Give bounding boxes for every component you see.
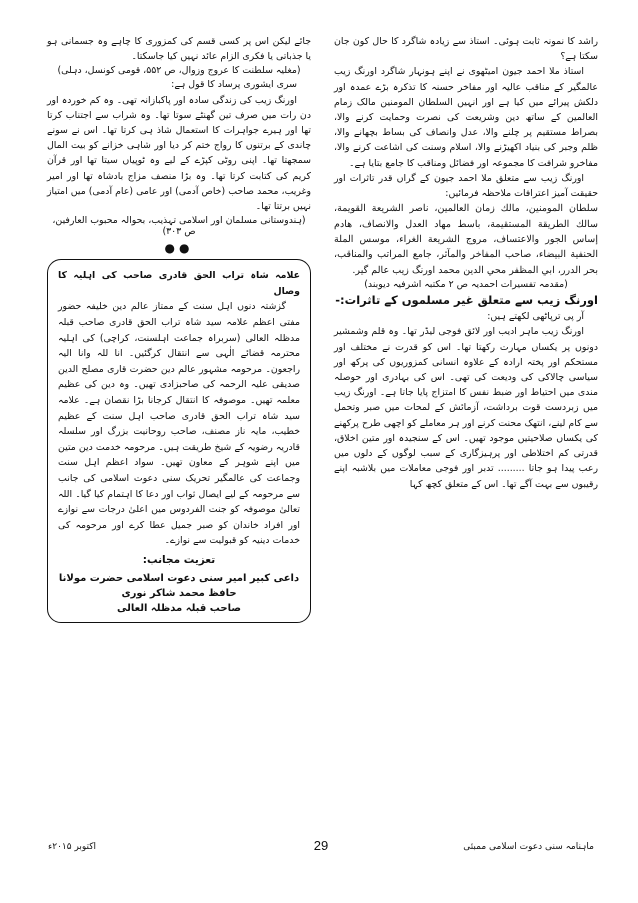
- source-citation: (مغلیہ سلطنت کا عروج وزوال، ص ۵۵۲، قومی کونسل، دہلی): [57, 65, 301, 77]
- condolence-body: گزشتہ دنوں اہل سنت کے ممتاز عالم دین خلیفہ حضور مفتی اعظم علامہ سید شاہ تراب الحق قادری صاحب قبلہ مدظلہ العالی (سربراہ جماعت اہلسنت، کراچی) کی اہلیہ محترمہ قضائے الٰہی سے انتقال کرگئیں۔ انا للہ وانا الیہ راجعون۔ مرحومہ مشہور عالم دین حضرت قاری مصلح الدین صدیقی علیہ الرحمہ کی صاحبزادی تھیں۔ وہ دین کی عظیم معلمہ تھیں۔ موصوفہ کا انتقال کرجانا بڑا نقصان ہے۔ علامہ سید شاہ تراب الحق قادری صاحب اہل سنت کے عظیم خطیب، مایہ ناز مصنف، صاحب روحانیت بزرگ اور سلسلہ قادریہ رضویہ کے شیخ طریقت ہیں۔ مرحومہ خدمت دین متین میں اپنے شوہر کے معاون تھیں۔ سواد اعظم اہل سنت وجماعت کی عالمگیر تحریک سنی دعوت اسلامی کی جانب سے مرحومہ کے لیے ایصال ثواب اور دعا کا اہتمام کیا گیا۔ اللہ تعالیٰ موصوفہ کو جنت الفردوس میں اعلیٰ درجات سے نوازے اور افراد خاندان کو صبر جمیل عطا کرے اور مرحومہ کی خدمات دینیہ کو قبولیت سے نوازے۔: [58, 301, 300, 547]
- author-intro: آر پی ترپاٹھی لکھتے ہیں:: [487, 311, 584, 323]
- condolence-from-label: تعزیت مجانب:: [142, 553, 216, 566]
- paragraph-continuation: جائے لیکن اس پر کسی قسم کی کمزوری کا چاہے وہ جسمانی ہو یا جذباتی یا فکری الزام عائد نہیں کیا جاسکتا۔: [47, 36, 311, 63]
- left-column: [47, 34, 311, 623]
- paragraph-impressions: اورنگ زیب سے متعلق ملا احمد جیون کے گراں قدر تاثرات اور حقیقت آمیز اعترافات ملاحظہ فرمائیں:: [334, 172, 598, 200]
- paragraph-tripathi-quote: اورنگ زیب ماہر ادیب اور لائق فوجی لیڈر تھا۔ وہ قلم وشمشیر دونوں پر یکساں مہارت رکھتا تھا۔ اس کو قدرت نے مختلف اور مستحکم اور پختہ ارادہ کے علاوہ انسانی کمزوریوں کی پرکھ اور سیاسی چالاکی کی ودیعت کی تھی۔ اس کی بہادری اور حوصلہ مندی میں احتیاط اور ضبط نفس کا امتزاج پایا جاتا ہے۔ اورنگ زیب میں زبردست قوت برداشت، آزمائش کے لمحات میں صبر وتحمل سے کام لینے، انتھک محنت کرنے اور ہر معاملے کو اچھی طرح پرکھنے کی یکساں صلاحیتیں موجود تھیں۔ اس کے سنجیدہ اور متین اخلاق، قدرتی کم اختلاطی اور پرہیزگاری کے سبب لوگوں کے دلوں میں رعب پیدا ہو جاتا ......... تدبر اور فوجی معاملات میں بلاشبہ اپنے رقیبوں سے بہت آگے تھا۔ اس کے متعلق کچھ کہا: [334, 326, 598, 490]
- author-intro: سری ایشوری پرساد کا قول ہے:: [171, 79, 297, 91]
- section-divider-dots: ●●: [164, 241, 194, 256]
- source-citation: (ہندوستانی مسلمان اور اسلامی تہذیب، بحوالہ محبوب العارفین، ص ۳۰۳): [52, 215, 306, 238]
- issue-date: اکتوبر ۲۰۱۵ء: [48, 842, 97, 852]
- condolence-box: [47, 259, 311, 622]
- condolence-signature-title: صاحب قبلہ مدظلہ العالی: [116, 602, 241, 614]
- condolence-title: علامہ شاہ تراب الحق قادری صاحب کی اہلیہ کا وصال: [58, 270, 300, 297]
- condolence-signature: داعی کبیر امیر سنی دعوت اسلامی حضرت مولانا حافظ محمد شاکر نوری: [58, 572, 300, 599]
- magazine-name: ماہنامہ سنی دعوت اسلامی ممبئی: [463, 842, 594, 852]
- source-citation: (مقدمہ تفسیرات احمدیہ ص ۲ مکتبہ اشرفیہ دیوبند): [364, 279, 568, 291]
- page-footer: [48, 838, 594, 858]
- paragraph-intro: راشد کا نمونہ ثابت ہوئی۔ استاذ سے زیادہ شاگرد کا حال کون جان سکتا ہے؟: [334, 36, 598, 63]
- right-column: [334, 34, 598, 492]
- section-heading: اورنگ زیب سے متعلق غیر مسلموں کے تاثرات:-: [335, 293, 598, 308]
- paragraph-mulla-jiwan: استاذ ملا احمد جیون امیٹھوی نے اپنے ہونہار شاگرد اورنگ زیب عالمگیر کے مناقب عالیہ اور مفاخر حسنہ کا تذکرہ بڑے عمدہ اور دلکش پیرائے میں کیا ہے اور انہیں السلطان المومنین مالک زمام العالمین کے ساتھ دین وشریعت کی نصرت وحمایت کرنے والا، بصراط مستقیم پر چلنے والا، عدل وانصاف کی بساط بچھانے والا، ظلم وجبر کی بنیاد اکھیڑنے والا، اسلام وسنت کی اشاعت کرنے والا، مفاخرو شرافت کا مجموعہ اور فضائل ومناقب کا جامع بتایا ہے۔: [334, 66, 598, 169]
- page-number: 29: [313, 838, 329, 853]
- paragraph-ishwari-prasad-quote: اورنگ زیب کی زندگی سادہ اور پاکبازانہ تھی۔ وہ کم خوردہ اور دن رات میں صرف تین گھنٹے سوتا تھا۔ وہ شراب سے اجتناب کرتا تھا اور ہیرے جواہرات کا استعمال شاذ ہی کرتا تھا۔ اس نے سونے چاندی کے برتنوں کا رواج ختم کر دیا اور شاہی خزانے کو بیت المال سمجھتا تھا۔ اپنی روٹی کپڑے کے لیے وہ ٹوپیاں سیتا تھا اور قرآن کریم کی کتابت کرتا تھا۔ وہ بڑا منصف مزاج بادشاہ تھا اور امیر وغریب، محمد صاحب (خاص آدمی) اور عامی (عام آدمی) میں امتیاز نہیں برتتا تھا۔: [47, 94, 311, 213]
- arabic-quotation: سلطان المومنين، مالك زمان العالمين، ناصر الشريعة القويمة، سالك الطريقة المستقيمة، باسط مهاد العدل والانصاف، هادم إساس الجور والاعتساف، مروج الشريعة الغراء، موسس الملة الحنفية البيضاء، صاحب المفاخر والمآثر، جامع المراتب والمناقب، بحر الدرر، ابي المظفر محي الدين محمد اورنگ زيب عالم گير.: [334, 203, 598, 276]
